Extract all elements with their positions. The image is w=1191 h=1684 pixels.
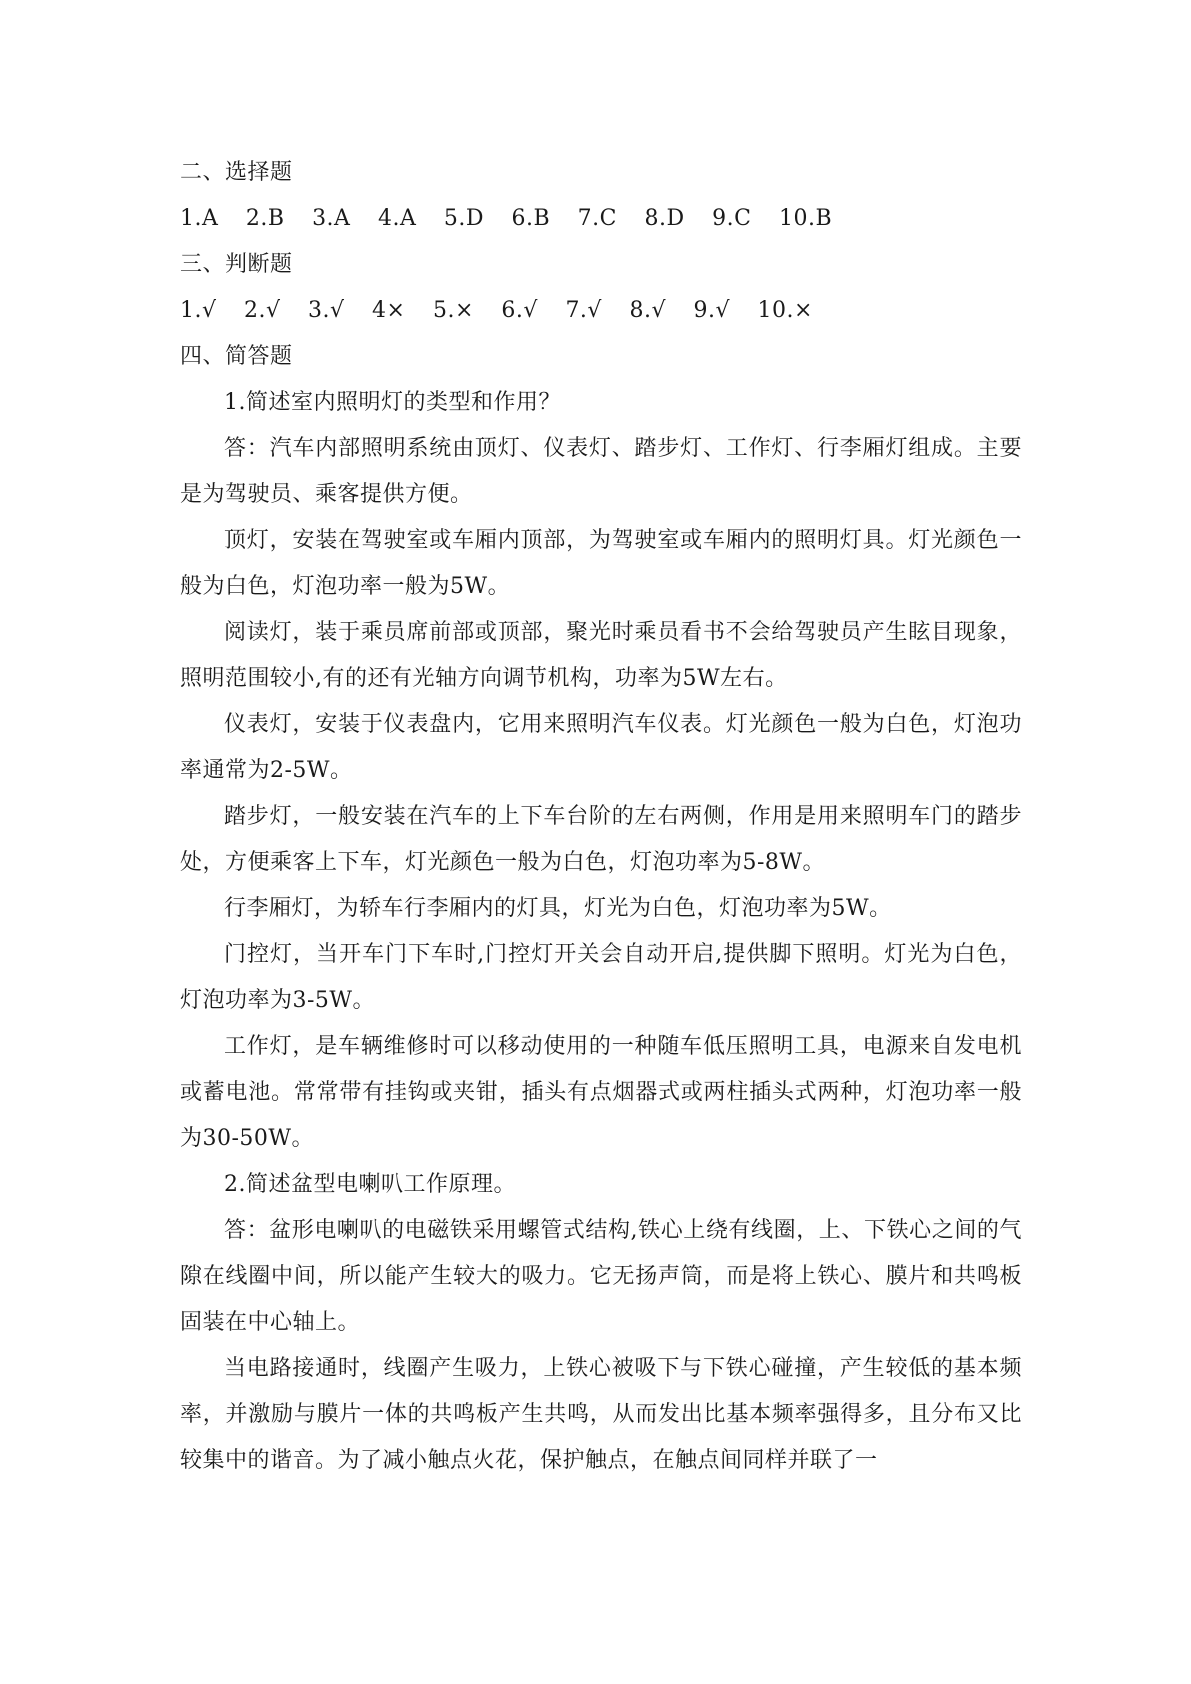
- judgment-answer-2: 2.√: [244, 298, 281, 323]
- answer-1-reading-light: 阅读灯，装于乘员席前部或顶部，聚光时乘员看书不会给驾驶员产生眩目现象，照明范围较小,有的还有光轴方向调节机构，功率为5W左右。: [180, 620, 1022, 691]
- choice-answer-4: 4.A: [377, 206, 417, 231]
- choice-answer-8: 8.D: [644, 206, 685, 231]
- judgment-answer-5: 5.×: [432, 298, 474, 323]
- answer-1-intro: 答：汽车内部照明系统由顶灯、仪表灯、踏步灯、工作灯、行李厢灯组成。主要是为驾驶员、乘客提供方便。: [180, 436, 1022, 507]
- choice-answer-5: 5.D: [443, 206, 484, 231]
- answer-1-trunk-light: 行李厢灯，为轿车行李厢内的灯具，灯光为白色，灯泡功率为5W。: [224, 896, 892, 921]
- answer-1-step-light: 踏步灯，一般安装在汽车的上下车台阶的左右两侧，作用是用来照明车门的踏步处，方便乘客上下车，灯光颜色一般为白色，灯泡功率为5-8W。: [180, 804, 1022, 875]
- judgment-answer-10: 10.×: [757, 298, 813, 323]
- judgment-answer-6: 6.√: [501, 298, 538, 323]
- judgment-answer-4: 4×: [372, 298, 406, 323]
- choice-answer-2: 2.B: [245, 206, 285, 231]
- question-1: 1.简述室内照明灯的类型和作用？: [224, 390, 561, 415]
- answer-1-work-light: 工作灯，是车辆维修时可以移动使用的一种随车低压照明工具，电源来自发电机或蓄电池。常常带有挂钩或夹钳，插头有点烟器式或两柱插头式两种，灯泡功率一般为30-50W。: [180, 1034, 1022, 1151]
- judgment-answer-3: 3.√: [308, 298, 345, 323]
- answer-2-structure: 答：盆形电喇叭的电磁铁采用螺管式结构,铁心上绕有线圈，上、下铁心之间的气隙在线圈中间，所以能产生较大的吸力。它无扬声筒，而是将上铁心、膜片和共鸣板固装在中心轴上。: [180, 1218, 1022, 1335]
- section-heading-short-answer: 四、简答题: [180, 344, 293, 369]
- choice-answer-1: 1.A: [180, 206, 219, 231]
- judgment-answer-9: 9.√: [693, 298, 730, 323]
- section-heading-judgment: 三、判断题: [180, 252, 293, 277]
- document-content: [180, 150, 1022, 1484]
- choice-answer-10: 10.B: [778, 206, 833, 231]
- choice-answer-7: 7.C: [577, 206, 617, 231]
- judgment-answer-1: 1.√: [180, 298, 217, 323]
- answer-2-principle: 当电路接通时，线圈产生吸力，上铁心被吸下与下铁心碰撞，产生较低的基本频率，并激励与膜片一体的共鸣板产生共鸣，从而发出比基本频率强得多，且分布又比较集中的谐音。为了减小触点火花，保护触点，在触点间同样并联了一: [180, 1356, 1022, 1473]
- answer-1-instrument-light: 仪表灯，安装于仪表盘内，它用来照明汽车仪表。灯光颜色一般为白色，灯泡功率通常为2-5W。: [180, 712, 1022, 783]
- judgment-answer-7: 7.√: [565, 298, 602, 323]
- choice-answer-9: 9.C: [712, 206, 752, 231]
- judgment-answers: [180, 288, 1022, 334]
- answer-1-door-light: 门控灯，当开车门下车时,门控灯开关会自动开启,提供脚下照明。灯光为白色，灯泡功率为3-5W。: [180, 942, 1022, 1013]
- choice-answers: [180, 196, 1022, 242]
- choice-answer-3: 3.A: [312, 206, 351, 231]
- section-heading-choice: 二、选择题: [180, 160, 293, 185]
- question-2: 2.简述盆型电喇叭工作原理。: [224, 1172, 516, 1197]
- judgment-answer-8: 8.√: [629, 298, 666, 323]
- choice-answer-6: 6.B: [511, 206, 551, 231]
- answer-1-dome-light: 顶灯，安装在驾驶室或车厢内顶部，为驾驶室或车厢内的照明灯具。灯光颜色一般为白色，灯泡功率一般为5W。: [180, 528, 1022, 599]
